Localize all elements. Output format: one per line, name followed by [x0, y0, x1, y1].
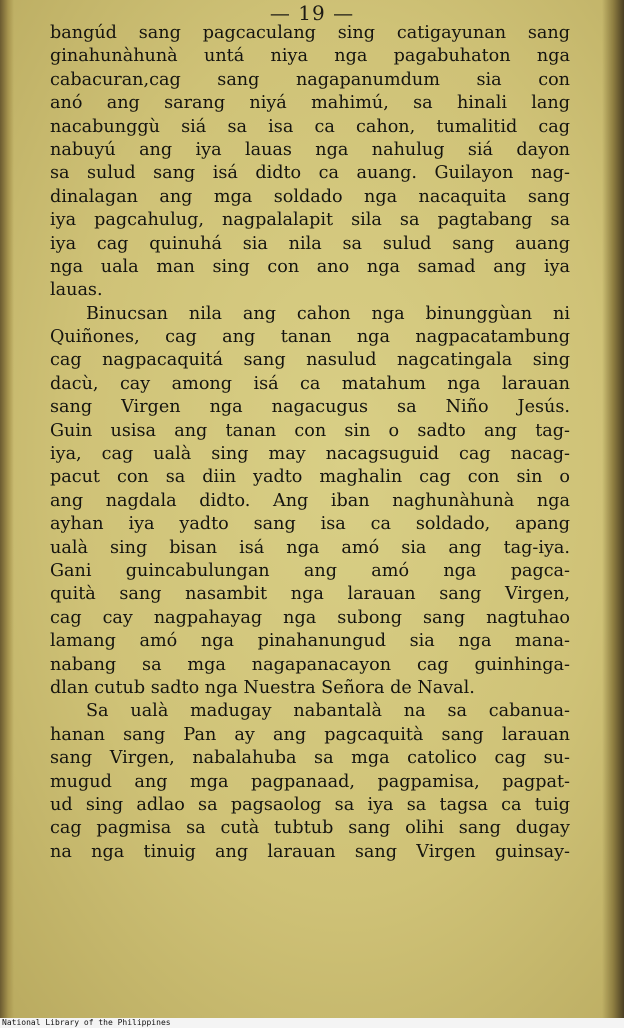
text-line: nabang sa mga nagapanacayon cag guinhinga- [50, 654, 570, 675]
text-line: dacù, cay among isá ca matahum nga larauan [50, 373, 570, 394]
text-line: cag cay nagpahayag nga subong sang nagtuhao [50, 607, 570, 628]
text-line: iya, cag ualà sing may nacagsuguid cag nacag- [50, 444, 570, 465]
text-line: ayhan iya yadto sang isa ca soldado, apang [50, 514, 570, 535]
text-line: bangúd sang pagcaculang sing catigayunan sang [50, 23, 570, 43]
page-edge-right [602, 0, 624, 1018]
text-line: nabuyú ang iya lauas nga nahulug siá dayon [50, 139, 570, 160]
text-line: iya pagcahulug, nagpalalapit sila sa pagtabang sa [50, 210, 570, 231]
text-line: lauas. [50, 280, 103, 301]
text-line: pacut con sa diin yadto maghalin cag con sin o [50, 467, 570, 488]
text-line: cag nagpacaquitá sang nasulud nagcatingala sing [50, 350, 570, 371]
text-line: sa sulud sang isá didto ca auang. Guilayon nag- [50, 163, 570, 184]
page-number: — 19 — [269, 1, 355, 25]
text-line: dlan cutub sadto nga Nuestra Señora de Naval. [50, 677, 475, 698]
text-line: iya cag quinuhá sia nila sa sulud sang auang [50, 233, 570, 254]
text-line: nga uala man sing con ano nga samad ang iya [50, 256, 570, 277]
text-line: ualà sing bisan isá nga amó sia ang tag-iya. [50, 537, 570, 558]
page-edge-left [0, 0, 14, 1018]
text-line: mugud ang mga pagpanaad, pagpamisa, pagpat- [50, 771, 570, 792]
library-credit: National Library of the Philippines [2, 1018, 171, 1027]
text-line: Quiñones, cag ang tanan nga nagpacatambung [50, 327, 570, 348]
text-line: cabacuran,cag sang nagapanumdum sia con [50, 69, 570, 90]
text-line: anó ang sarang niyá mahimú, sa hinali lang [50, 93, 570, 114]
text-line: quità sang nasambit nga larauan sang Virgen, [50, 584, 570, 605]
paragraph-start-line: Sa ualà madugay nabantalà na sa cabanua- [86, 701, 570, 722]
text-line: Gani guincabulungan ang amó nga pagca- [50, 560, 570, 581]
text-line: ud sing adlao sa pagsaolog sa iya sa tagsa ca tuig [50, 794, 570, 815]
text-line: na nga tinuig ang larauan sang Virgen guinsay- [50, 841, 570, 862]
paragraph-start-line: Binucsan nila ang cahon nga binunggùan ni [86, 303, 570, 324]
text-line: dinalagan ang mga soldado nga nacaquita sang [50, 186, 570, 207]
text-line: ginahunàhunà untá niya nga pagabuhaton nga [50, 46, 570, 67]
text-line: sang Virgen, nabalahuba sa mga catolico cag su- [50, 748, 570, 769]
text-line: Guin usisa ang tanan con sin o sadto ang tag- [50, 420, 570, 441]
text-line: lamang amó nga pinahanungud sia nga mana- [50, 631, 570, 652]
text-line: sang Virgen nga nagacugus sa Niño Jesús. [50, 397, 570, 418]
text-line: nacabunggù siá sa isa ca cahon, tumalitid cag [50, 116, 570, 137]
text-line: cag pagmisa sa cutà tubtub sang olihi sang dugay [50, 818, 570, 839]
text-line: ang nagdala didto. Ang iban naghunàhunà nga [50, 490, 570, 511]
text-line: hanan sang Pan ay ang pagcaquità sang larauan [50, 724, 570, 745]
body-text [50, 22, 570, 864]
